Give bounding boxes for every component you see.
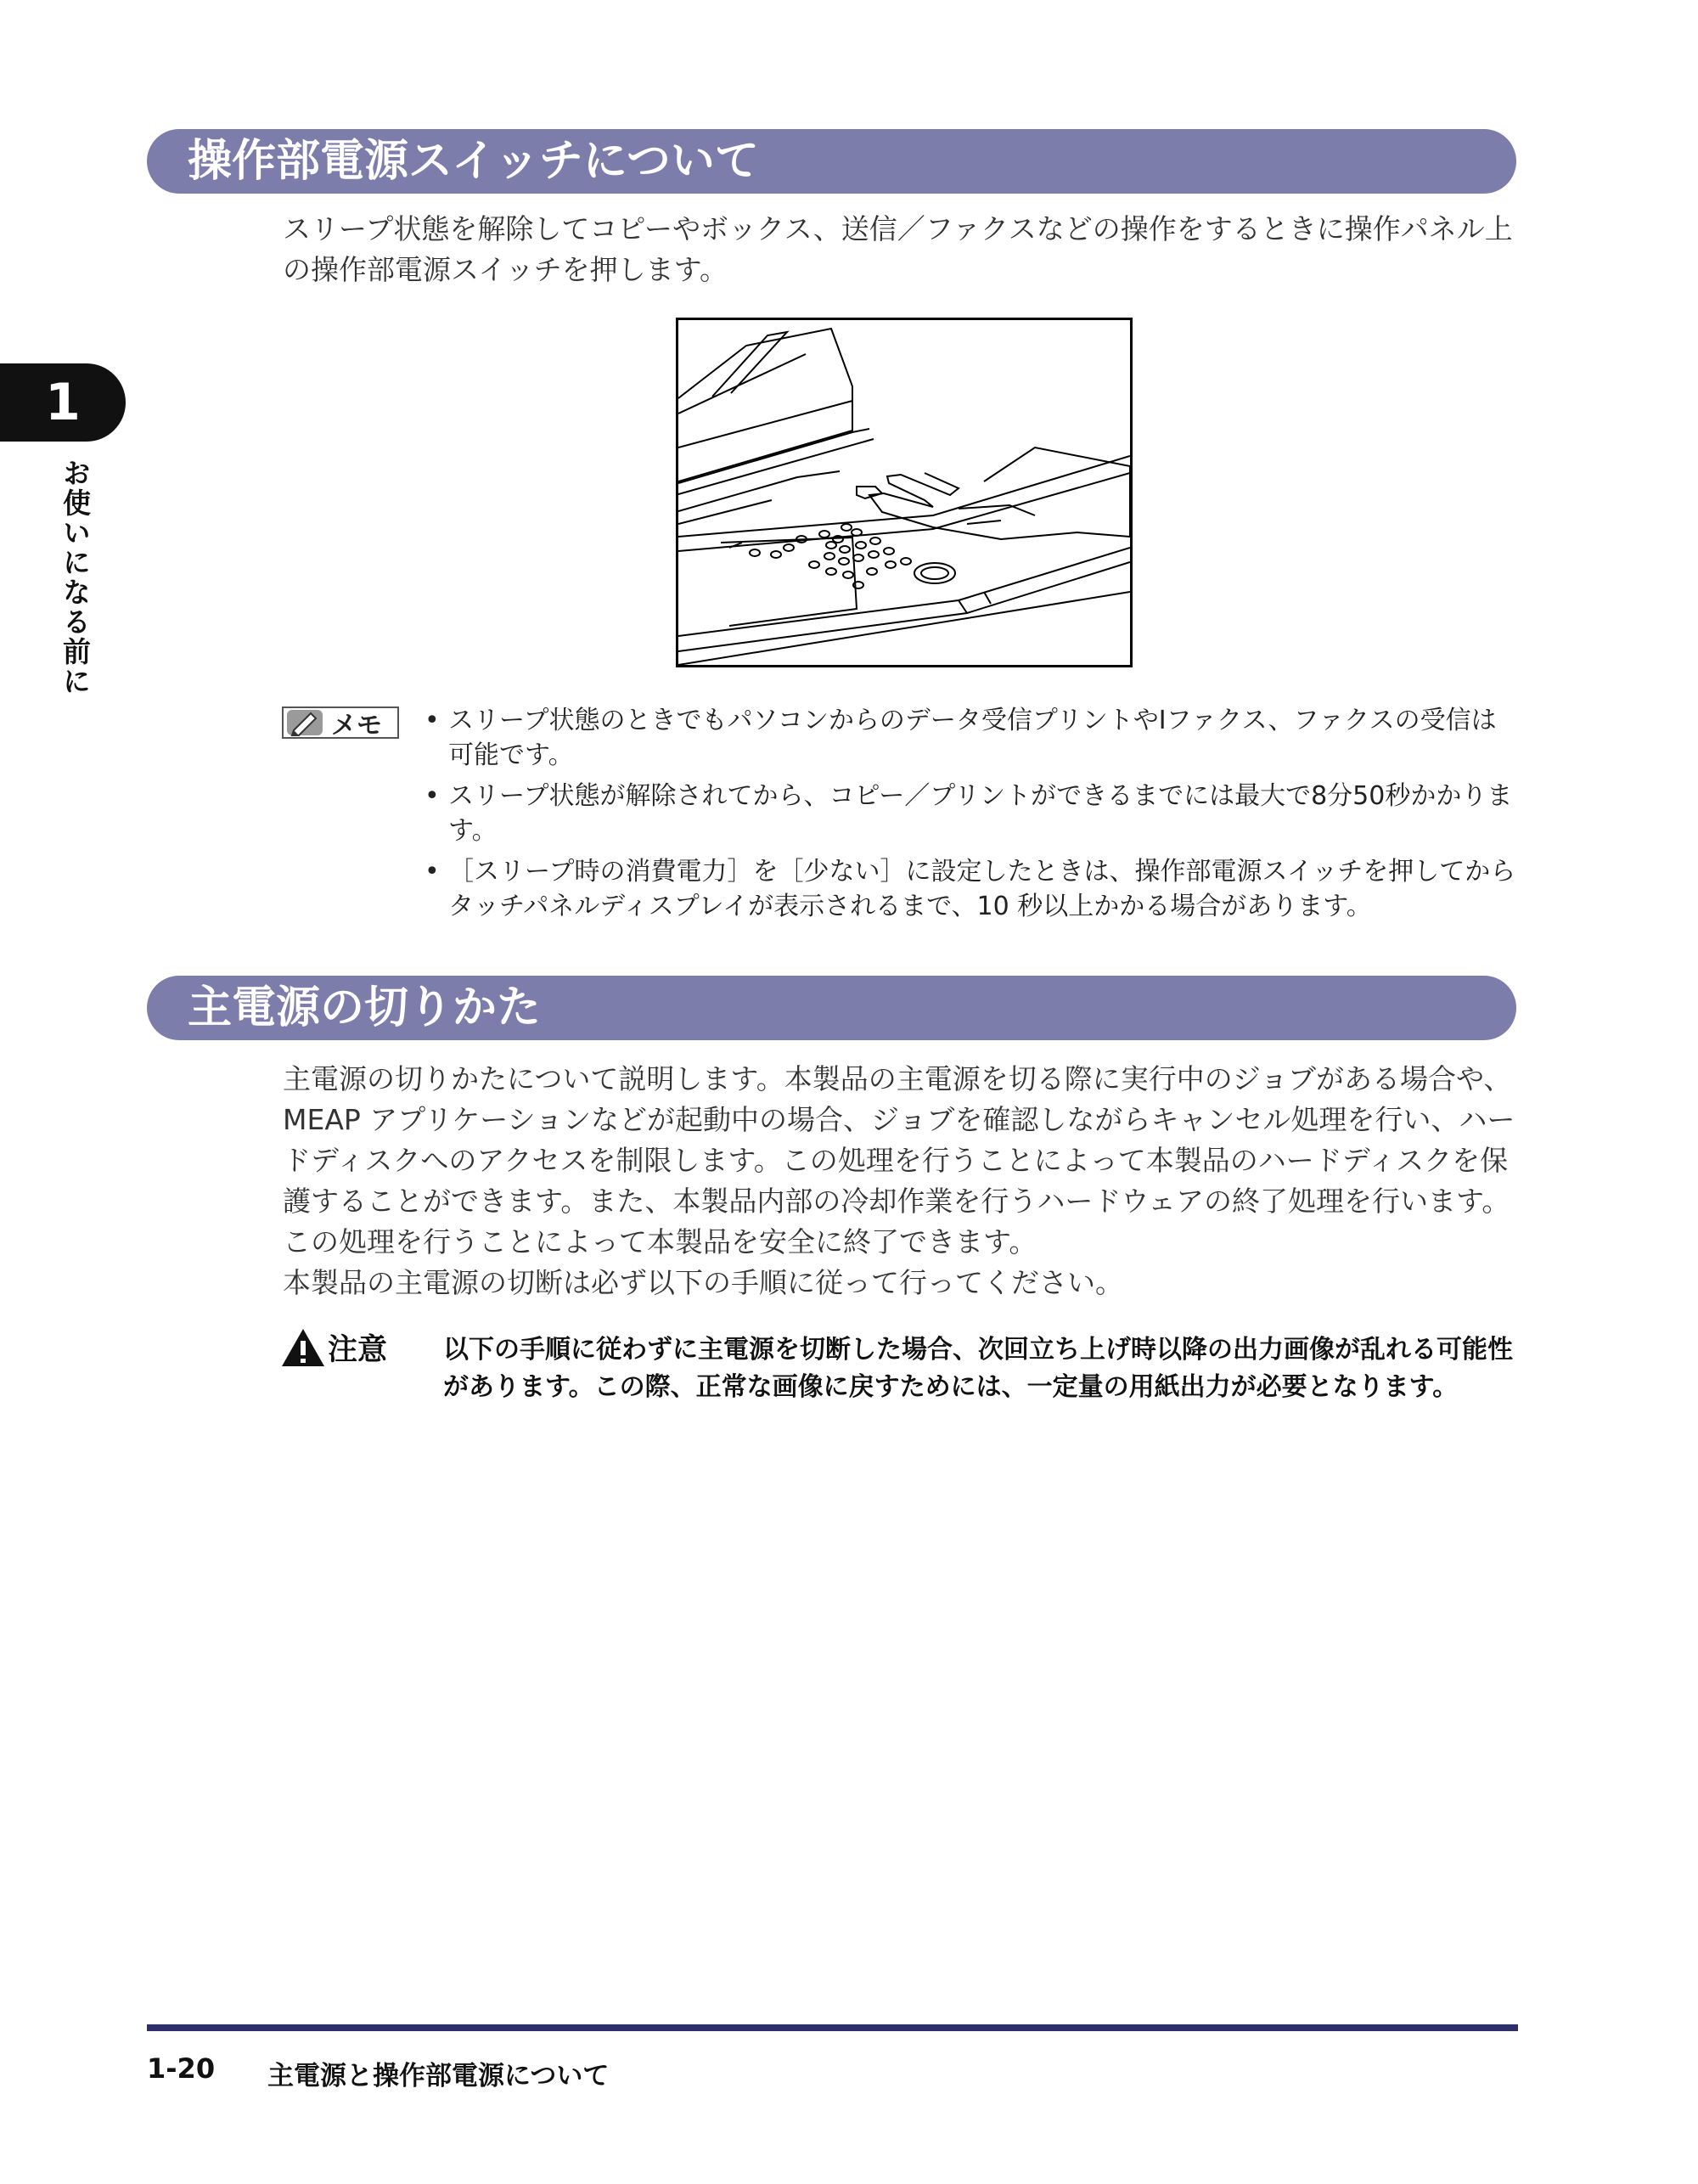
pencil-icon (285, 708, 324, 737)
memo-item: • スリープ状態のときでもパソコンからのデータ受信プリントやIファクス、ファクスの受信は可能です。 (424, 703, 1520, 773)
caution-label (280, 1325, 387, 1371)
chapter-number: 1 (45, 373, 81, 432)
memo-list (424, 703, 1520, 930)
section-heading-operation-switch: 操作部電源スイッチについて (147, 129, 1516, 194)
section2-paragraph-1: 主電源の切りかたについて説明します。本製品の主電源を切る際に実行中のジョブがある場合や、MEAP アプリケーションなどが起動中の場合、ジョブを確認しながらキャンセル処理を行い、ハードディスクへのアクセスを制限します。この処理を行うことによって本製品のハードディスクを保護することができます。また、本製品内部の冷却作業を行うハードウェアの終了処理を行います。この処理を行うことによって本製品を安全に終了できます。 (283, 1062, 1515, 1258)
caution-label-text: 注意 (328, 1333, 388, 1367)
memo-label-text: メモ (331, 711, 382, 740)
footer-rule (147, 2024, 1518, 2031)
section2-body (283, 1059, 1518, 1303)
footer-section-title: 主電源と操作部電源について (267, 2061, 610, 2091)
section1-body (283, 209, 1518, 290)
chapter-tab (0, 363, 126, 442)
chapter-title: お使いになる前に (59, 459, 92, 696)
section2-paragraph-2: 本製品の主電源の切断は必ず以下の手順に従って行ってください。 (283, 1266, 1123, 1299)
warning-triangle-icon (280, 1326, 326, 1369)
section1-paragraph: スリープ状態を解除してコピーやボックス、送信／ファクスなどの操作をするときに操作パネル上の操作部電源スイッチを押します。 (283, 212, 1513, 286)
control-panel-illustration (676, 318, 1133, 667)
memo-item: • ［スリープ時の消費電力］を［少ない］に設定したときは、操作部電源スイッチを押してからタッチパネルディスプレイが表示されるまで、10 秒以上かかる場合があります。 (424, 854, 1520, 924)
memo-item: • スリープ状態が解除されてから、コピー／プリントができるまでには最大で8分50秒かかります。 (424, 779, 1520, 848)
caution-text: 以下の手順に従わずに主電源を切断した場合、次回立ち上げ時以降の出力画像が乱れる可能性があります。この際、正常な画像に戻すためには、一定量の用紙出力が必要となります。 (443, 1335, 1513, 1402)
section-heading-main-power-off: 主電源の切りかた (147, 976, 1516, 1040)
memo-label (282, 706, 399, 739)
page-number: 1-20 (147, 2052, 216, 2085)
